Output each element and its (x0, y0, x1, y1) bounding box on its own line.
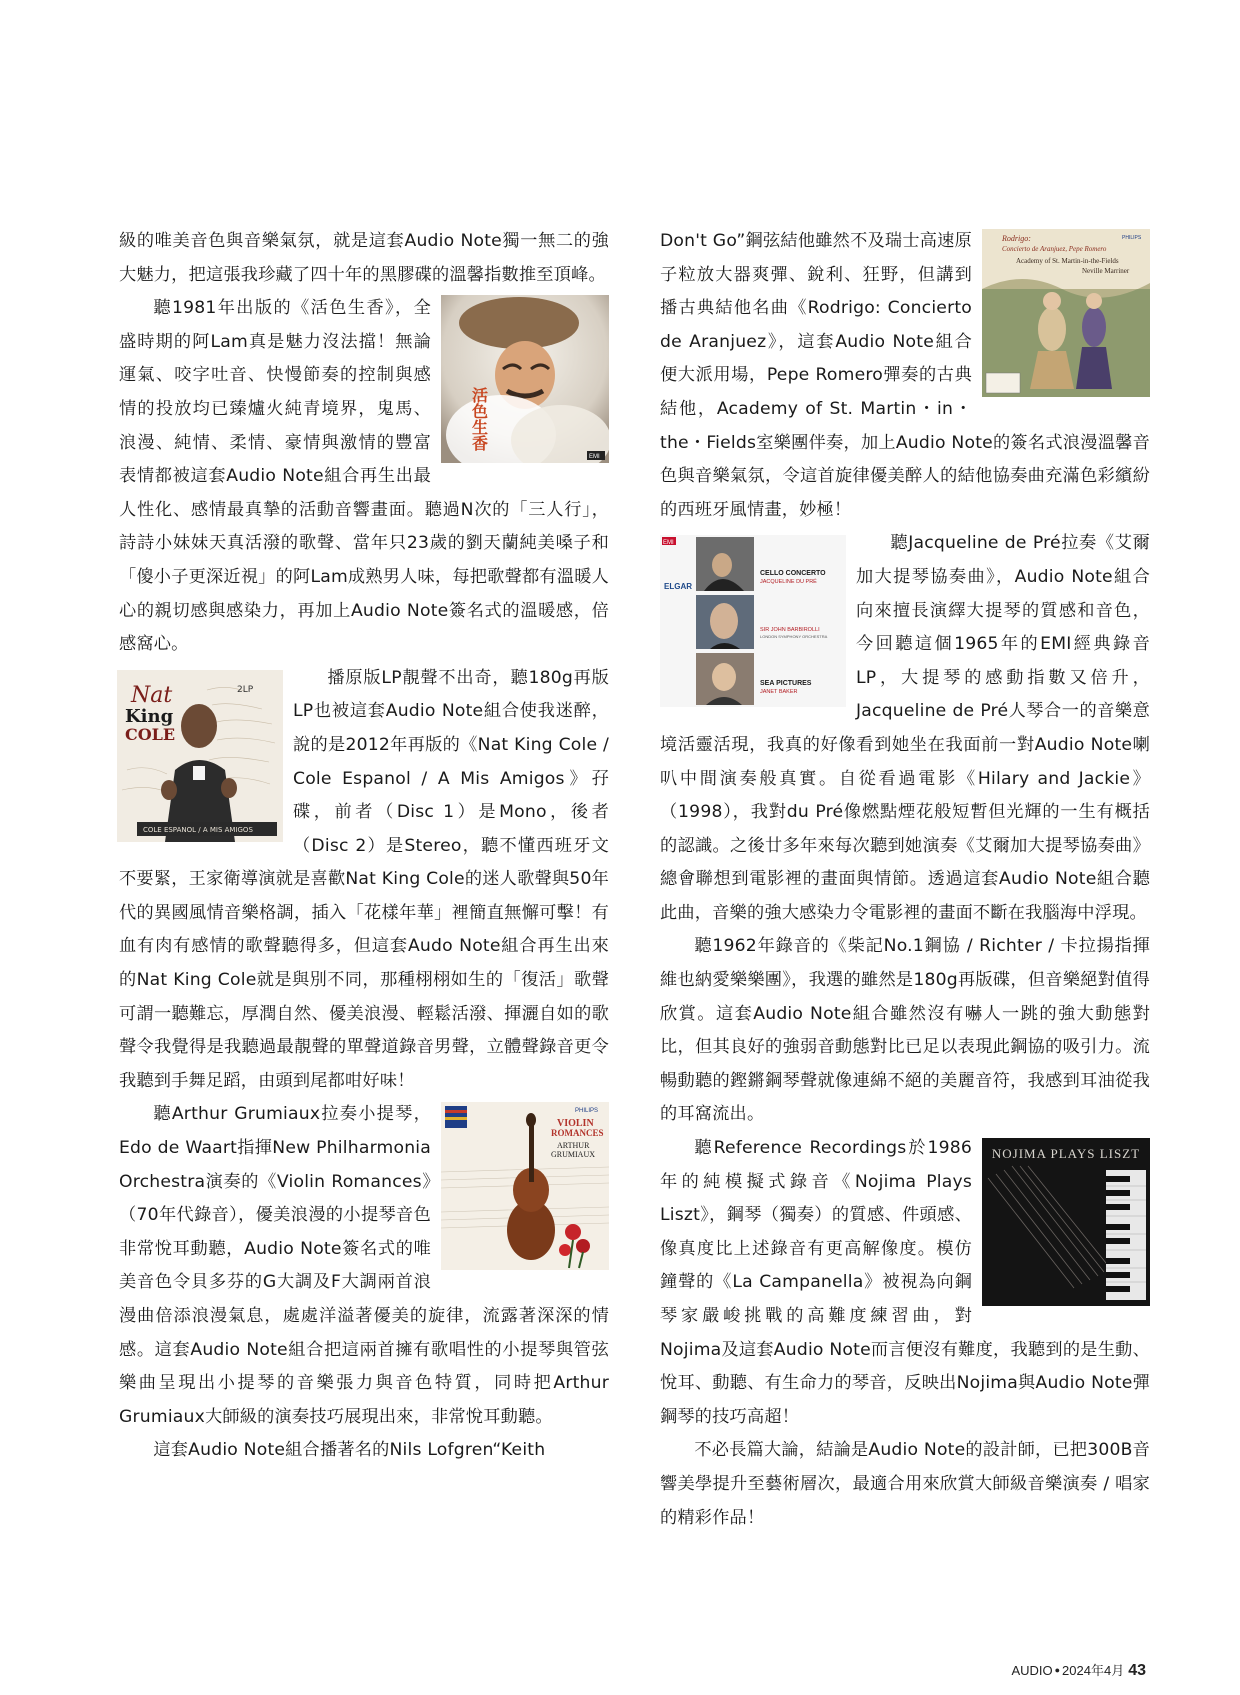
philips-label: PHILIPS (575, 1108, 599, 1115)
paragraph: 聽1962年錄音的《柴記No.1鋼協 / Richter / 卡拉揚指揮維也納愛樂樂團》，我選的雖然是180g再版碟，但音樂絕對值得欣賞。這套Audio Note組合雖然沒有嚇人一跳的強大動態對比，但其良好的強弱音動態對比已足以表現此鋼協的吸引力。流暢動聽的鏗鏘鋼琴聲就像連綿不絕的美麗音符，我感到耳油從我的耳窩流出。 (660, 936, 1150, 1125)
album-title-line1: VIOLIN (557, 1118, 594, 1130)
paragraph: 聽Jacqueline de Pré拉奏《艾爾加大提琴協奏曲》，Audio Note組合向來擅長演繹大提琴的質感和音色，今回聽這個1965年的EMI經典錄音LP，大提琴的感動指數又倍升，Jacqueline de Pré人琴合一的音樂意境活靈活現，我真的好像看到她坐在我面前一對Audio Note喇叭中間演奏般真實。自從看過電影《Hilary and Jackie》（1998），我對du Pré像燃點煙花般短暫但光輝的一生有概括的認識。之後廿多年來每次聽到她演奏《艾爾加大提琴協奏曲》總會聯想到電影裡的畫面與情節。透過這套Audio Note組合聽此曲，音樂的強大感染力令電影裡的畫面不斷在我腦海中浮現。 (660, 533, 1150, 923)
album-title: NOJIMA PLAYS LISZT (991, 1146, 1141, 1162)
paragraph: 聽Reference Recordings於1986年的純模擬式錄音《Nojima Plays Liszt》，鋼琴（獨奏）的質感、件頭感、像真度比上述錄音有更高解像度。模仿鐘聲的《La Campanella》被視為向鋼琴家嚴峻挑戰的高難度練習曲，對Nojima及這套Audio Note而言便沒有難度，我聽到的是生動、悅耳、動聽、有生命力的琴音，反映出Nojima與Audio Note彈鋼琴的技巧高超！ (660, 1138, 1150, 1427)
album-title-line1: Rodrigo: (1002, 234, 1031, 243)
album-title-vertical: 活色生香 (469, 387, 489, 452)
right-column (660, 225, 1150, 1535)
album-title-line2: ROMANCES (551, 1128, 604, 1139)
album-conductor: Neville Marriner (1082, 267, 1130, 275)
album-orchestra: Academy of St. Martin-in-the-Fields (1016, 257, 1119, 265)
emi-logo: EMI (663, 540, 674, 547)
second-work-title: SEA PICTURES (760, 680, 812, 688)
album-bottom-title: COLE ESPANOL / A MIS AMIGOS (143, 825, 253, 834)
paragraph: 聽1981年出版的《活色生香》，全盛時期的阿Lam真是魅力沒法擋！無論運氣、咬字吐音、快慢節奏的控制與感情的投放均已臻爐火純青境界，鬼馬、浪漫、純情、柔情、豪情與激情的豐富表情都被這套Audio Note組合再生出最人性化、感情最真摯的活動音響畫面。聽過N次的「三人行」，詩詩小妹妹天真活潑的歌聲、當年只23歲的劉天蘭純美嗓子和「傻小子更深近視」的阿Lam成熟男人味，每把歌聲都有溫暖人心的親切感與感染力，再加上Audio Note簽名式的溫暖感，倍感窩心。 (119, 298, 609, 655)
paragraph: 播原版LP靚聲不出奇，聽180g再版LP也被這套Audio Note組合使我迷醉，說的是2012年再版的《Nat King Cole / Cole Espanol / A Mis Amigos》孖碟，前者（Disc 1）是Mono，後者（Disc 2）是Stereo，聽不懂西班牙文不要緊，王家衛導演就是喜歡Nat King Cole的迷人歌聲與50年代的異國風情音樂格調，插入「花樣年華」裡簡直無懈可擊！有血有肉有感情的歌聲聽得多，但這套Audo Note組合再生出來的Nat King Cole就是與別不同，那種栩栩如生的「復活」歌聲可謂一聽難忘，厚潤自然、優美浪漫、輕鬆活潑、揮灑自如的歌聲令我覺得是我聽過最靚聲的單聲道錄音男聲，立體聲錄音更令我聽到手舞足蹈，由頭到尾都咁好味！ (119, 667, 609, 1091)
left-column (119, 225, 609, 1468)
paragraph: Don't Go”鋼弦結他雖然不及瑞士高速原子粒放大器爽彈、銳利、狂野，但講到播古典結他名曲《Rodrigo: Concierto de Aranjuez》，這套Audio Note組合便大派用場，Pepe Romero彈奏的古典結他，Academy of St. Martin・in・the・Fields室樂團伴奏，加上Audio Note的簽名式浪漫溫馨音色與音樂氣氛，令這首旋律優美醉人的結他協奏曲充滿色彩繽紛的西班牙風情畫，妙極！ (660, 231, 1150, 520)
work-title: CELLO CONCERTO (760, 570, 826, 578)
album-title-line1: Nat (131, 682, 173, 708)
album-badge: 2LP (237, 684, 254, 695)
nojima-plays-liszt-album-cover (982, 1138, 1150, 1306)
paragraph: 聽Arthur Grumiaux拉奏小提琴，Edo de Waart指揮New Philharmonia Orchestra演奏的《Violin Romances》（70年代錄音），優美浪漫的小提琴音色非常悅耳動聽，Audio Note簽名式的唯美音色令貝多芬的G大調及F大調兩首浪漫曲倍添浪漫氣息，處處洋溢著優美的旋律，流露著深深的情感。這套Audio Note組合把這兩首擁有歌唱性的小提琴與管弦樂曲呈現出小提琴的音樂張力與音色特質，同時把Arthur Grumiaux大師級的演奏技巧展現出來，非常悅耳動聽。 (119, 1104, 609, 1427)
singer-name: JANET BAKER (760, 689, 798, 696)
nat-king-cole-album-cover (117, 670, 283, 842)
paragraph: 不必長篇大論，結論是Audio Note的設計師，已把300B音響美學提升至藝術層次，最適合用來欣賞大師級音樂演奏 / 唱家的精彩作品！ (660, 1440, 1150, 1528)
grumiaux-album-cover (441, 1102, 609, 1270)
album-title-line3: COLE (125, 724, 176, 744)
du-pre-album-cover (660, 535, 846, 707)
rodrigo-album-cover (982, 229, 1150, 397)
conductor-name: SIR JOHN BARBIROLLI (760, 627, 820, 634)
paragraph: 級的唯美音色與音樂氣氛，就是這套Audio Note獨一無二的強大魅力，把這張我珍藏了四十年的黑膠碟的溫馨指數推至頂峰。 (119, 231, 609, 285)
album-artist-line2: GRUMIAUX (551, 1150, 595, 1160)
soloist-name: JACQUELINE DU PRÉ (760, 579, 817, 586)
issue-date: 2024年4月 (1062, 1663, 1125, 1678)
album-artist-line1: ARTHUR (557, 1141, 590, 1151)
paragraph: 這套Audio Note組合播著名的Nils Lofgren“Keith (153, 1440, 546, 1461)
album-title-line2: Concierto de Aranjuez, Pepe Romero (1002, 245, 1107, 253)
album-title-line2: King (125, 705, 174, 727)
composer-label: ELGAR (664, 582, 692, 592)
separator-dot: ● (1054, 1665, 1061, 1675)
sam-hui-album-cover (441, 295, 609, 463)
orchestra-name: LONDON SYMPHONY ORCHESTRA (760, 634, 828, 640)
page-footer (1011, 1660, 1146, 1680)
magazine-name: AUDIO (1011, 1663, 1053, 1678)
emi-logo: EMI (589, 454, 600, 461)
page-number: 43 (1128, 1662, 1146, 1679)
philips-label: PHILIPS (1122, 235, 1142, 241)
